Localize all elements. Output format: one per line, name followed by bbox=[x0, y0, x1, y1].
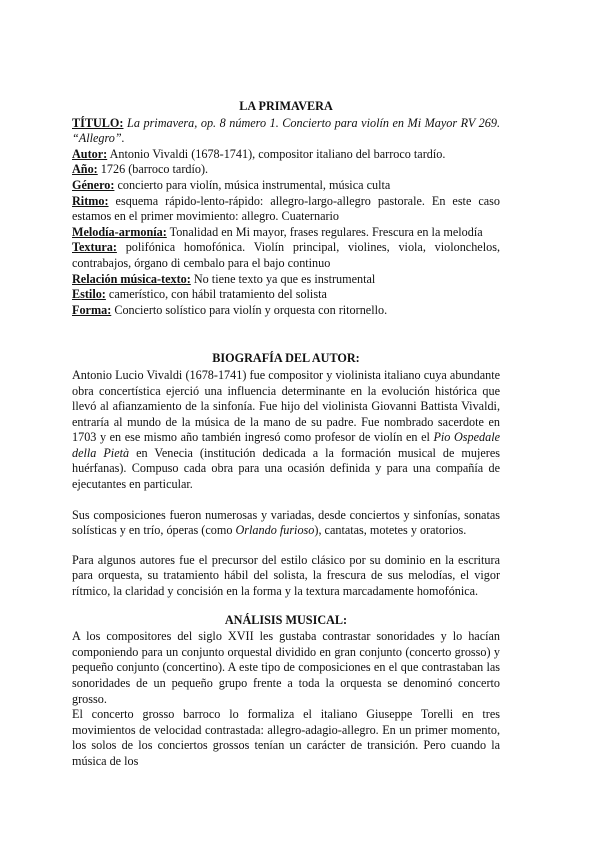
field-relacion bbox=[72, 272, 500, 288]
field-textura-label: Textura: bbox=[72, 240, 117, 255]
field-anio bbox=[72, 162, 500, 178]
field-autor-value: Antonio Vivaldi (1678-1741), compositor italiano del barroco tardío. bbox=[107, 146, 446, 161]
field-forma-label: Forma: bbox=[72, 302, 112, 317]
document-body bbox=[72, 99, 500, 770]
field-titulo bbox=[72, 116, 500, 147]
analysis-paragraph-2: El concerto grosso barroco lo formaliza el italiano Giuseppe Torelli en tres movimientos de velocidad contrastada: allegro-adagio-allegro. En un primer momento, los solos de los conciertos grossos tenían un carácter de transición. Pero cuando la música de los bbox=[72, 707, 500, 768]
field-relacion-value: No tiene texto ya que es instrumental bbox=[190, 271, 376, 286]
field-anio-value: 1726 (barroco tardío). bbox=[97, 162, 209, 177]
analysis-heading: ANÁLISIS MUSICAL: bbox=[224, 612, 348, 627]
field-titulo-value: La primavera, op. 8 número 1. Concierto para violín en Mi Mayor RV 269. “Allegro”. bbox=[72, 115, 501, 146]
biography-p2-text-a: Sus composiciones fueron numerosas y variadas, desde conciertos y sinfonías, sonatas solísticas y en trío, óperas (como bbox=[72, 507, 500, 538]
biography-paragraph-2 bbox=[72, 508, 500, 539]
field-genero-label: Género: bbox=[72, 177, 115, 192]
biography-p1-text-b: en Venecia (institución dedicada a la formación musical de mujeres huérfanas). Compuso cada obra para una ocasión definida y para una compañía de ejecutantes en particular. bbox=[72, 445, 500, 492]
field-estilo bbox=[72, 287, 500, 303]
paragraph-spacer bbox=[72, 539, 500, 553]
field-melodia bbox=[72, 225, 500, 241]
field-titulo-label: TÍTULO: bbox=[72, 115, 124, 130]
field-ritmo-value: esquema rápido-lento-rápido: allegro-largo-allegro pastorale. En este caso estamos en el primer movimiento: allegro. Cuaternario bbox=[72, 193, 500, 224]
biography-heading: BIOGRAFÍA DEL AUTOR: bbox=[212, 351, 360, 366]
field-relacion-label: Relación música-texto: bbox=[72, 271, 191, 286]
field-genero-value: concierto para violín, música instrumental, música culta bbox=[114, 177, 391, 192]
field-melodia-value: Tonalidad en Mi mayor, frases regulares. Frescura en la melodía bbox=[166, 224, 483, 239]
field-melodia-label: Melodía-armonía: bbox=[72, 224, 167, 239]
field-ritmo-label: Ritmo: bbox=[72, 193, 109, 208]
field-estilo-value: camerístico, con hábil tratamiento del solista bbox=[105, 287, 327, 302]
field-anio-label: Año: bbox=[72, 162, 98, 177]
paragraph-spacer bbox=[72, 493, 500, 508]
biography-p1-text-a: Antonio Lucio Vivaldi (1678-1741) fue compositor y violinista italiano cuya abundante obra concertística ejerció una influencia determinante en la evolución histórica que llevó al afianzamiento de la sinfonía. Fue hijo del violinista Giovanni Battista Vivaldi, entraría al mundo de la música de la mano de su padre. Fue nombrado sacerdote en 1703 y en ese mismo año también ingresó como profesor de violín en el bbox=[72, 367, 500, 445]
biography-paragraph-3: Para algunos autores fue el precursor del estilo clásico por su dominio en la escritura para orquesta, su tratamiento hábil del solista, la frescura de sus melodías, el vigor rítmico, la claridad y concisión en la forma y la textura marcadamente homofónica. bbox=[72, 552, 500, 599]
biography-p2-text-b: ), cantatas, motetes y oratorios. bbox=[314, 523, 467, 538]
field-estilo-label: Estilo: bbox=[72, 287, 106, 302]
section-spacer bbox=[72, 318, 500, 351]
field-forma-value: Concierto solístico para violín y orquesta con ritornello. bbox=[111, 302, 388, 317]
biography-p2-opera: Orlando furioso bbox=[235, 523, 315, 538]
section-spacer bbox=[72, 600, 500, 613]
analysis-paragraph-1: A los compositores del siglo XVII les gustaba contrastar sonoridades y lo hacían componiendo para un conjunto orquestal dividido en gran conjunto (concerto grosso) y pequeño conjunto (concertino). A este tipo de composiciones en el que contrastaban las sonoridades de un pequeño grupo frente a toda la orquesta se denominó concerto grosso. bbox=[72, 629, 500, 706]
field-forma bbox=[72, 303, 500, 319]
biography-p1-institution: Pio Ospedale della Pietà bbox=[72, 430, 500, 460]
field-textura bbox=[72, 240, 500, 271]
field-genero bbox=[72, 178, 500, 194]
document-title: LA PRIMAVERA bbox=[239, 99, 333, 113]
field-autor-label: Autor: bbox=[72, 146, 108, 161]
field-ritmo bbox=[72, 194, 500, 225]
biography-paragraph-1 bbox=[72, 368, 500, 493]
field-textura-value: polifónica homofónica. Violín principal, violines, viola, violonchelos, contrabajos, órgano di cembalo para el bajo continuo bbox=[72, 240, 500, 270]
field-autor bbox=[72, 147, 500, 163]
